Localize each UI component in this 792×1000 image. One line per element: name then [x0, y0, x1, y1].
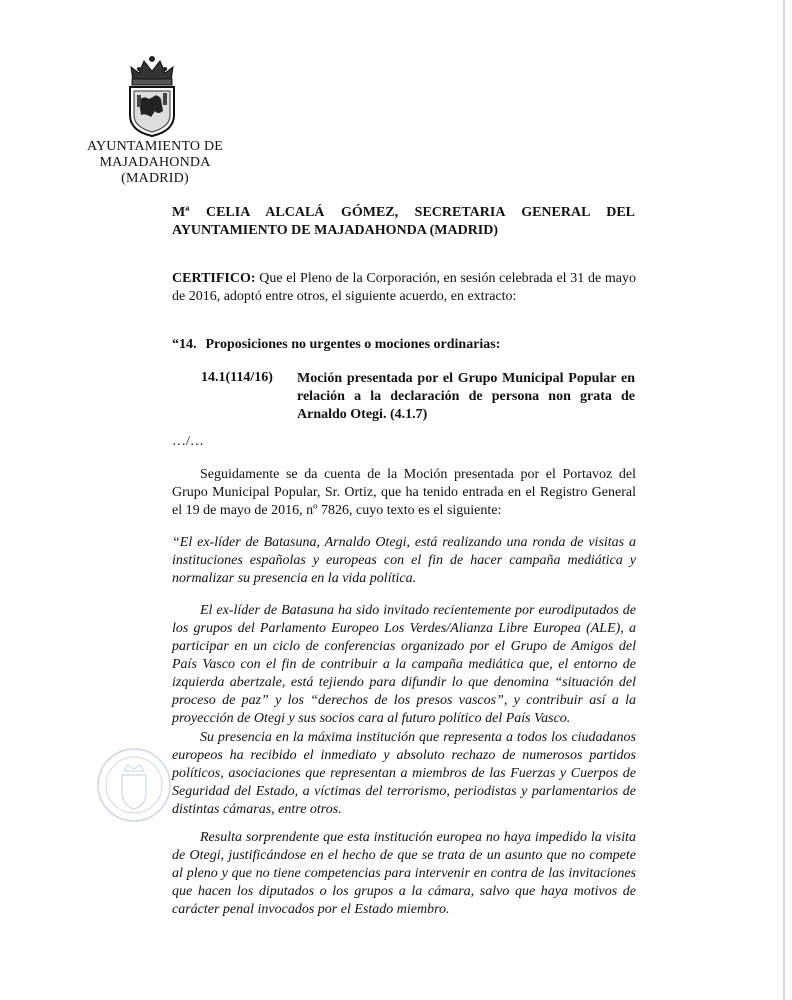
organization-name [80, 139, 230, 187]
signer-heading-line1: Mª CELIA ALCALÁ GÓMEZ, SECRETARIA GENERAL DEL [172, 205, 635, 220]
certification-paragraph [172, 270, 636, 306]
certification-label: CERTIFICO: [172, 271, 256, 286]
motion-paragraph-4: Resulta sorprendente que esta institución europea no haya impedido la visita de Otegi, justificándose en el hecho de que se trata de un asunto que no compete al pleno y que no tiene competencias para intervenir en contra de las invitaciones que hacen los diputados o los grupos a la cámara, salvo que haya motivos de carácter penal invocados por el Estado miembro. [172, 830, 636, 917]
agenda-item-number: “14. [172, 337, 197, 352]
signer-heading [172, 204, 635, 240]
organization-name-line2: MAJADAHONDA [99, 155, 211, 170]
organization-name-line3: (MADRID) [121, 171, 189, 186]
page-edge [783, 0, 785, 1000]
agenda-item [172, 337, 500, 353]
signer-heading-line2: AYUNTAMIENTO DE MAJADAHONDA (MADRID) [172, 223, 499, 238]
motion-title: Moción presentada por el Grupo Municipal Popular en relación a la declaración de persona non grata de Arnaldo Otegi. (4.1.7) [297, 371, 635, 422]
certification-text: Que el Pleno de la Corporación, en sesión celebrada el 31 de mayo de 2016, adoptó entre otros, el siguiente acuerdo, en extracto: [172, 271, 636, 304]
motion-paragraph-2: El ex-líder de Batasuna ha sido invitado recientemente por eurodiputados de los grupos del Parlamento Europeo Los Verdes/Alianza Libre Europea (ALE), a participar en un ciclo de conferencias organizado por el Grupo de Amigos del País Vasco con el fin de contribuir a la campaña mediática que, el entorno de izquierda abertzale, está tejiendo para difundir lo que denomina “situación del proceso de paz” y los “derechos de los presos vascos”, y contribuir así a la proyección de Otegi y sus socios cara al futuro político del País Vasco. [172, 603, 636, 726]
intro-paragraph: Seguidamente se da cuenta de la Moción presentada por el Portavoz del Grupo Municipal Popular, Sr. Ortiz, que ha tenido entrada en el Registro General el 19 de mayo de 2016, nº 7826, cuyo texto es el siguiente: [172, 467, 636, 518]
official-stamp [94, 735, 174, 835]
motion-number: 14.1(114/16) [201, 370, 273, 385]
motion-paragraph-1: “El ex-líder de Batasuna, Arnaldo Otegi, está realizando una ronda de visitas a instituciones españolas y europeas con el fin de hacer campaña mediática y normalizar su presencia en la vida política. [172, 535, 636, 586]
coat-of-arms-logo [123, 55, 181, 137]
motion-paragraph-3: Su presencia en la máxima institución que representa a todos los ciudadanos europeos ha recibido el inmediato y absoluto rechazo de numerosos partidos políticos, asociaciones que representan a miembros de las Fuerzas y Cuerpos de Seguridad del Estado, a víctimas del terrorismo, periodistas y parlamentarios de distintas cámaras, entre otros. [172, 730, 636, 817]
omission-mark: …/… [172, 434, 204, 449]
agenda-item-title: Proposiciones no urgentes o mociones ordinarias: [205, 337, 501, 352]
organization-name-line1: AYUNTAMIENTO DE [86, 139, 224, 154]
